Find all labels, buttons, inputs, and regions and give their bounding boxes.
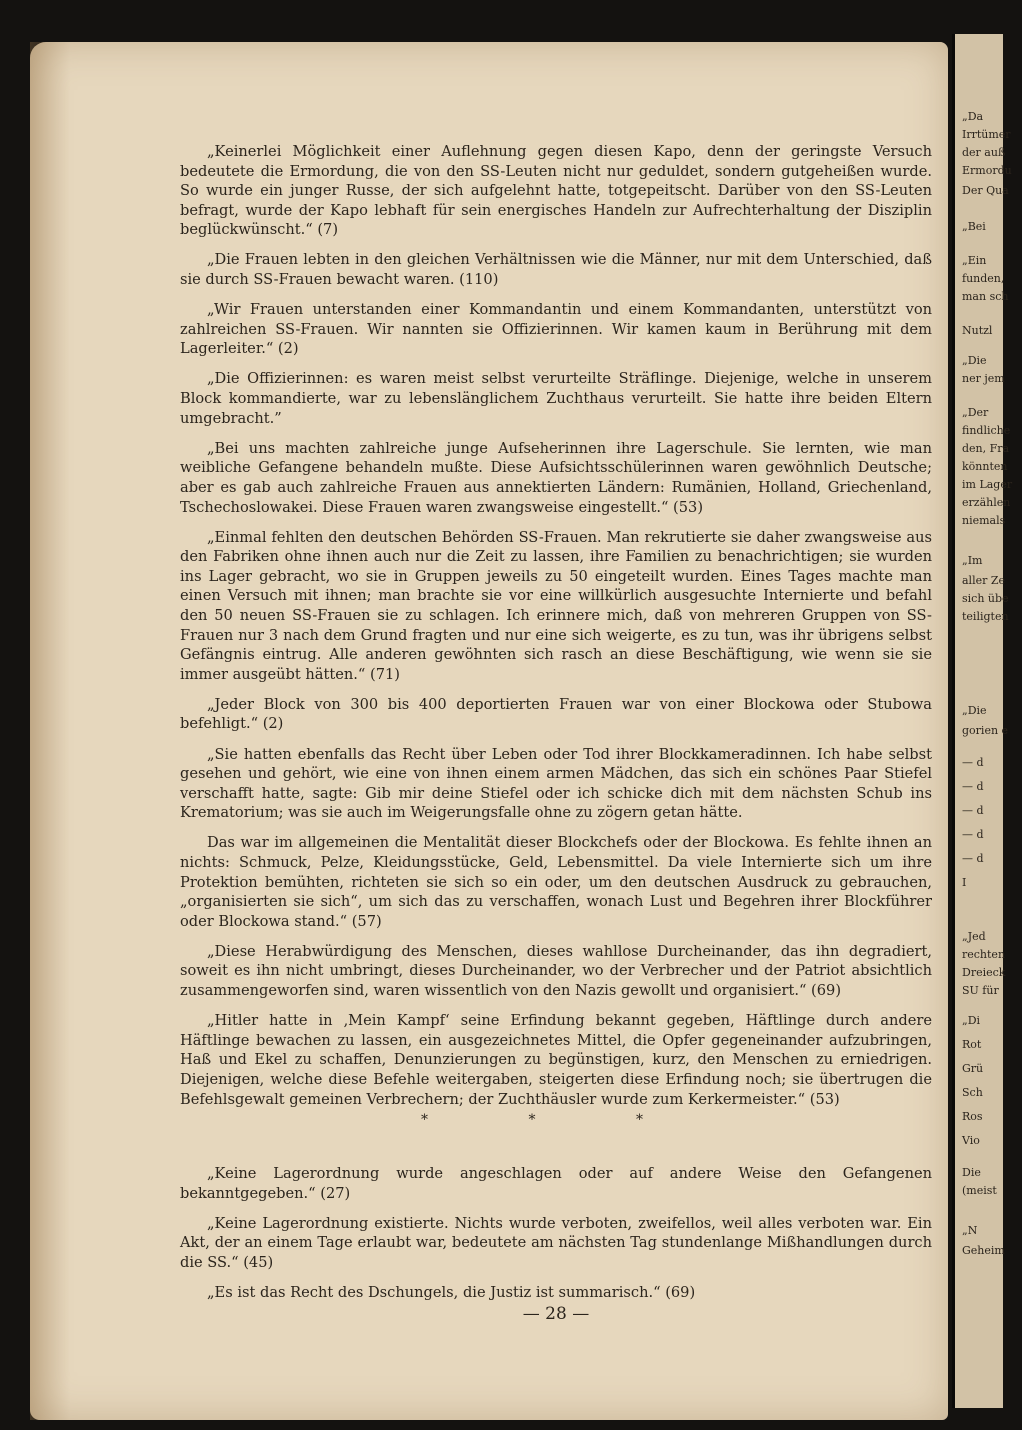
margin-fragment: „Ein <box>962 254 987 267</box>
main-text <box>180 142 932 1120</box>
margin-fragment: der auß <box>962 146 1006 159</box>
margin-fragment: „Di <box>962 1014 981 1027</box>
margin-fragment: sich übe <box>962 592 1009 605</box>
margin-fragment: teiligten <box>962 610 1009 623</box>
margin-fragment: den, Fra <box>962 442 1010 455</box>
margin-fragment: gorien e <box>962 724 1009 737</box>
margin-fragment: — d <box>962 756 984 769</box>
paragraph: Das war im allgemeinen die Mentalität dieser Blockchefs oder der Blockowa. Es fehlte ihnen an nichts: Schmuck, Pelze, Kleidungsstücke, Geld, Lebensmittel. Da viele Internierte sich um ihre Protektion bemühten, richteten sie sich so ein oder, um den deutschen Ausdruck zu gebrauchen, „organisierten sie sich“, um sich das zu verschaffen, wonach Lust und Begehren ihrer Blockführer oder Blockowa stand.“ (57) <box>180 834 932 930</box>
margin-fragment: „Der <box>962 406 989 419</box>
margin-fragment: aller Ze <box>962 574 1006 587</box>
margin-fragment: „Bei <box>962 220 986 233</box>
page-number: — 28 — <box>522 1304 590 1324</box>
margin-fragment: — d <box>962 780 984 793</box>
margin-fragment: — d <box>962 828 984 841</box>
paragraph: „Keine Lagerordnung existierte. Nichts wurde verboten, zweifellos, weil alles verboten war. Ein Akt, der an einem Tage erlaubt war, bedeutete am nächsten Tag stundenlange Mißhandlungen durch die SS.“ (45) <box>180 1214 932 1271</box>
paragraph: „Sie hatten ebenfalls das Recht über Leben oder Tod ihrer Blockkameradinnen. Ich habe selbst gesehen und gehört, wie eine von ihnen einem armen Mädchen, das sich ein schönes Paar Stiefel verschafft hatte, sagte: Gib mir deine Stiefel oder ich schicke dich mit dem nächsten Schub ins Krematorium; was sie auch im Weigerungsfalle ohne zu zögern getan hätte. <box>180 745 932 822</box>
book-page <box>30 42 948 1420</box>
margin-fragment: Ros <box>962 1110 983 1123</box>
margin-fragment: — d <box>962 852 984 865</box>
margin-fragment: man sch <box>962 290 1009 303</box>
margin-fragment: „Jed <box>962 930 986 943</box>
margin-fragment: Der Qua <box>962 184 1009 197</box>
margin-fragment: funden, <box>962 272 1005 285</box>
paragraph: „Bei uns machten zahlreiche junge Aufseherinnen ihre Lagerschule. Sie lernten, wie man weibliche Gefangene behandeln mußte. Diese Aufsichtsschülerinnen waren gewöhnlich Deutsche; aber es gab auch zahlreiche Frauen aus annektierten Ländern: Rumänien, Holland, Griechenland, Tschechoslowakei. Diese Frauen waren zwangsweise eingestellt.“ (53) <box>180 439 932 516</box>
margin-fragment: ner jem <box>962 372 1005 385</box>
margin-fragment: Dreieck <box>962 966 1006 979</box>
paragraph: „Keine Lagerordnung wurde angeschlagen oder auf andere Weise den Gefangenen bekanntgegeben.“ (27) <box>180 1165 932 1202</box>
paragraph: „Hitler hatte in ‚Mein Kampf‘ seine Erfindung bekannt gegeben, Häftlinge durch andere Häftlinge bewachen zu lassen, ein ausgezeichnetes Mittel, die Opfer gegeneinander aufzubringen, Haß und Ekel zu schaffen, Denunzierungen zu begünstigen, kurz, den Menschen zu erniedrigen. Diejenigen, welche diese Befehle weitergaben, steigerten diese Erfindung noch; sie übertrugen die Befehlsgewalt gemeinen Verbrechern; der Zuchthäusler wurde zum Kerkermeister.“ (53) <box>180 1012 932 1108</box>
margin-fragment: Vio <box>962 1134 980 1147</box>
margin-fragment: „Da <box>962 110 984 123</box>
margin-fragment: Sch <box>962 1086 983 1099</box>
paragraph: „Diese Herabwürdigung des Menschen, dieses wahllose Durcheinander, das ihn degradiert, soweit es ihn nicht umbringt, dieses Durcheinander, wo der Verbrecher und der Patriot absichtlich zusammengeworfen sind, waren wissentlich von den Nazis gewollt und organisiert.“ (69) <box>180 942 932 1000</box>
margin-fragment: I <box>962 876 967 889</box>
margin-fragment: SU für <box>962 984 999 997</box>
margin-fragment: findliche <box>962 424 1011 437</box>
margin-fragment: niemals <box>962 514 1006 527</box>
paragraph: „Einmal fehlten den deutschen Behörden SS-Frauen. Man rekrutierte sie daher zwangsweise aus den Fabriken ohne ihnen auch nur die Zeit zu lassen, ihre Familien zu benachrichtigen; sie wurden ins Lager gebracht, wo sie in Gruppen jeweils zu 50 eingeteilt wurden. Eines Tages machte man einen Versuch mit ihnen; man brachte sie vor eine willkürlich ausgesuchte Internierte und befahl den 50 neuen SS-Frauen sie zu schlagen. Ich erinnere mich, daß von mehreren Gruppen von SS-Frauen nur 3 nach dem Grund fragten und nur eine sich weigerte, es zu tun, was ihr übrigens selbst Gefängnis eintrug. Alle anderen gewöhnten sich rasch an diese Beschäftigung, wie wenn sie sie immer ausgeübt hätten.“ (71) <box>180 528 932 683</box>
margin-fragment: — d <box>962 804 984 817</box>
margin-fragment: „Die <box>962 354 987 367</box>
margin-fragment: Ermordu <box>962 164 1012 177</box>
margin-fragment: könnten <box>962 460 1008 473</box>
margin-fragment: im Lager <box>962 478 1013 491</box>
paragraph: „Keinerlei Möglichkeit einer Auflehnung gegen diesen Kapo, denn der geringste Versuch bedeutete die Ermordung, die von den SS-Leuten nicht nur geduldet, sondern gutgeheißen wurde. So wurde ein junger Russe, der sich aufgelehnt hatte, totgepeitscht. Darüber von den SS-Leuten befragt, wurde der Kapo lebhaft für sein energisches Handeln zur Aufrechterhaltung der Disziplin beglückwünscht.“ (7) <box>180 143 932 239</box>
section-separator: * * * <box>421 1112 691 1128</box>
margin-fragment: erzählen <box>962 496 1011 509</box>
margin-fragment: (meist <box>962 1184 997 1197</box>
paragraph: „Wir Frauen unterstanden einer Kommandantin und einem Kommandanten, unterstützt von zahlreichen SS-Frauen. Wir nannten sie Offizierinnen. Wir kamen kaum in Berührung mit dem Lagerleiter.“ (2) <box>180 301 932 358</box>
margin-fragment: „Im <box>962 554 983 567</box>
paragraph: „Die Offizierinnen: es waren meist selbst verurteilte Sträflinge. Diejenige, welche in unserem Block kommandierte, war zu lebenslänglichem Zuchthaus verurteilt. Sie hatte ihre beiden Eltern umgebracht.” <box>180 370 932 427</box>
margin-fragment: Rot <box>962 1038 982 1051</box>
paragraph: „Jeder Block von 300 bis 400 deportierten Frauen war von einer Blockowa oder Stubowa befehligt.“ (2) <box>180 695 932 733</box>
margin-fragment: Geheim <box>962 1244 1005 1257</box>
margin-fragment: Die <box>962 1166 981 1179</box>
margin-fragment: „Die <box>962 704 987 717</box>
margin-fragment: rechten <box>962 948 1006 961</box>
margin-fragment: „N <box>962 1224 978 1237</box>
paragraph: „Die Frauen lebten in den gleichen Verhältnissen wie die Männer, nur mit dem Unterschied, daß sie durch SS-Frauen bewacht waren. (110) <box>180 251 932 289</box>
margin-fragment: Grü <box>962 1062 984 1075</box>
adjacent-page-edge <box>952 34 1013 1408</box>
margin-fragment: Nutzl <box>962 324 993 337</box>
margin-fragment: Irrtümer <box>962 128 1011 141</box>
main-text-continued <box>180 1164 932 1313</box>
paragraph: „Es ist das Recht des Dschungels, die Justiz ist summarisch.“ (69) <box>207 1283 696 1301</box>
